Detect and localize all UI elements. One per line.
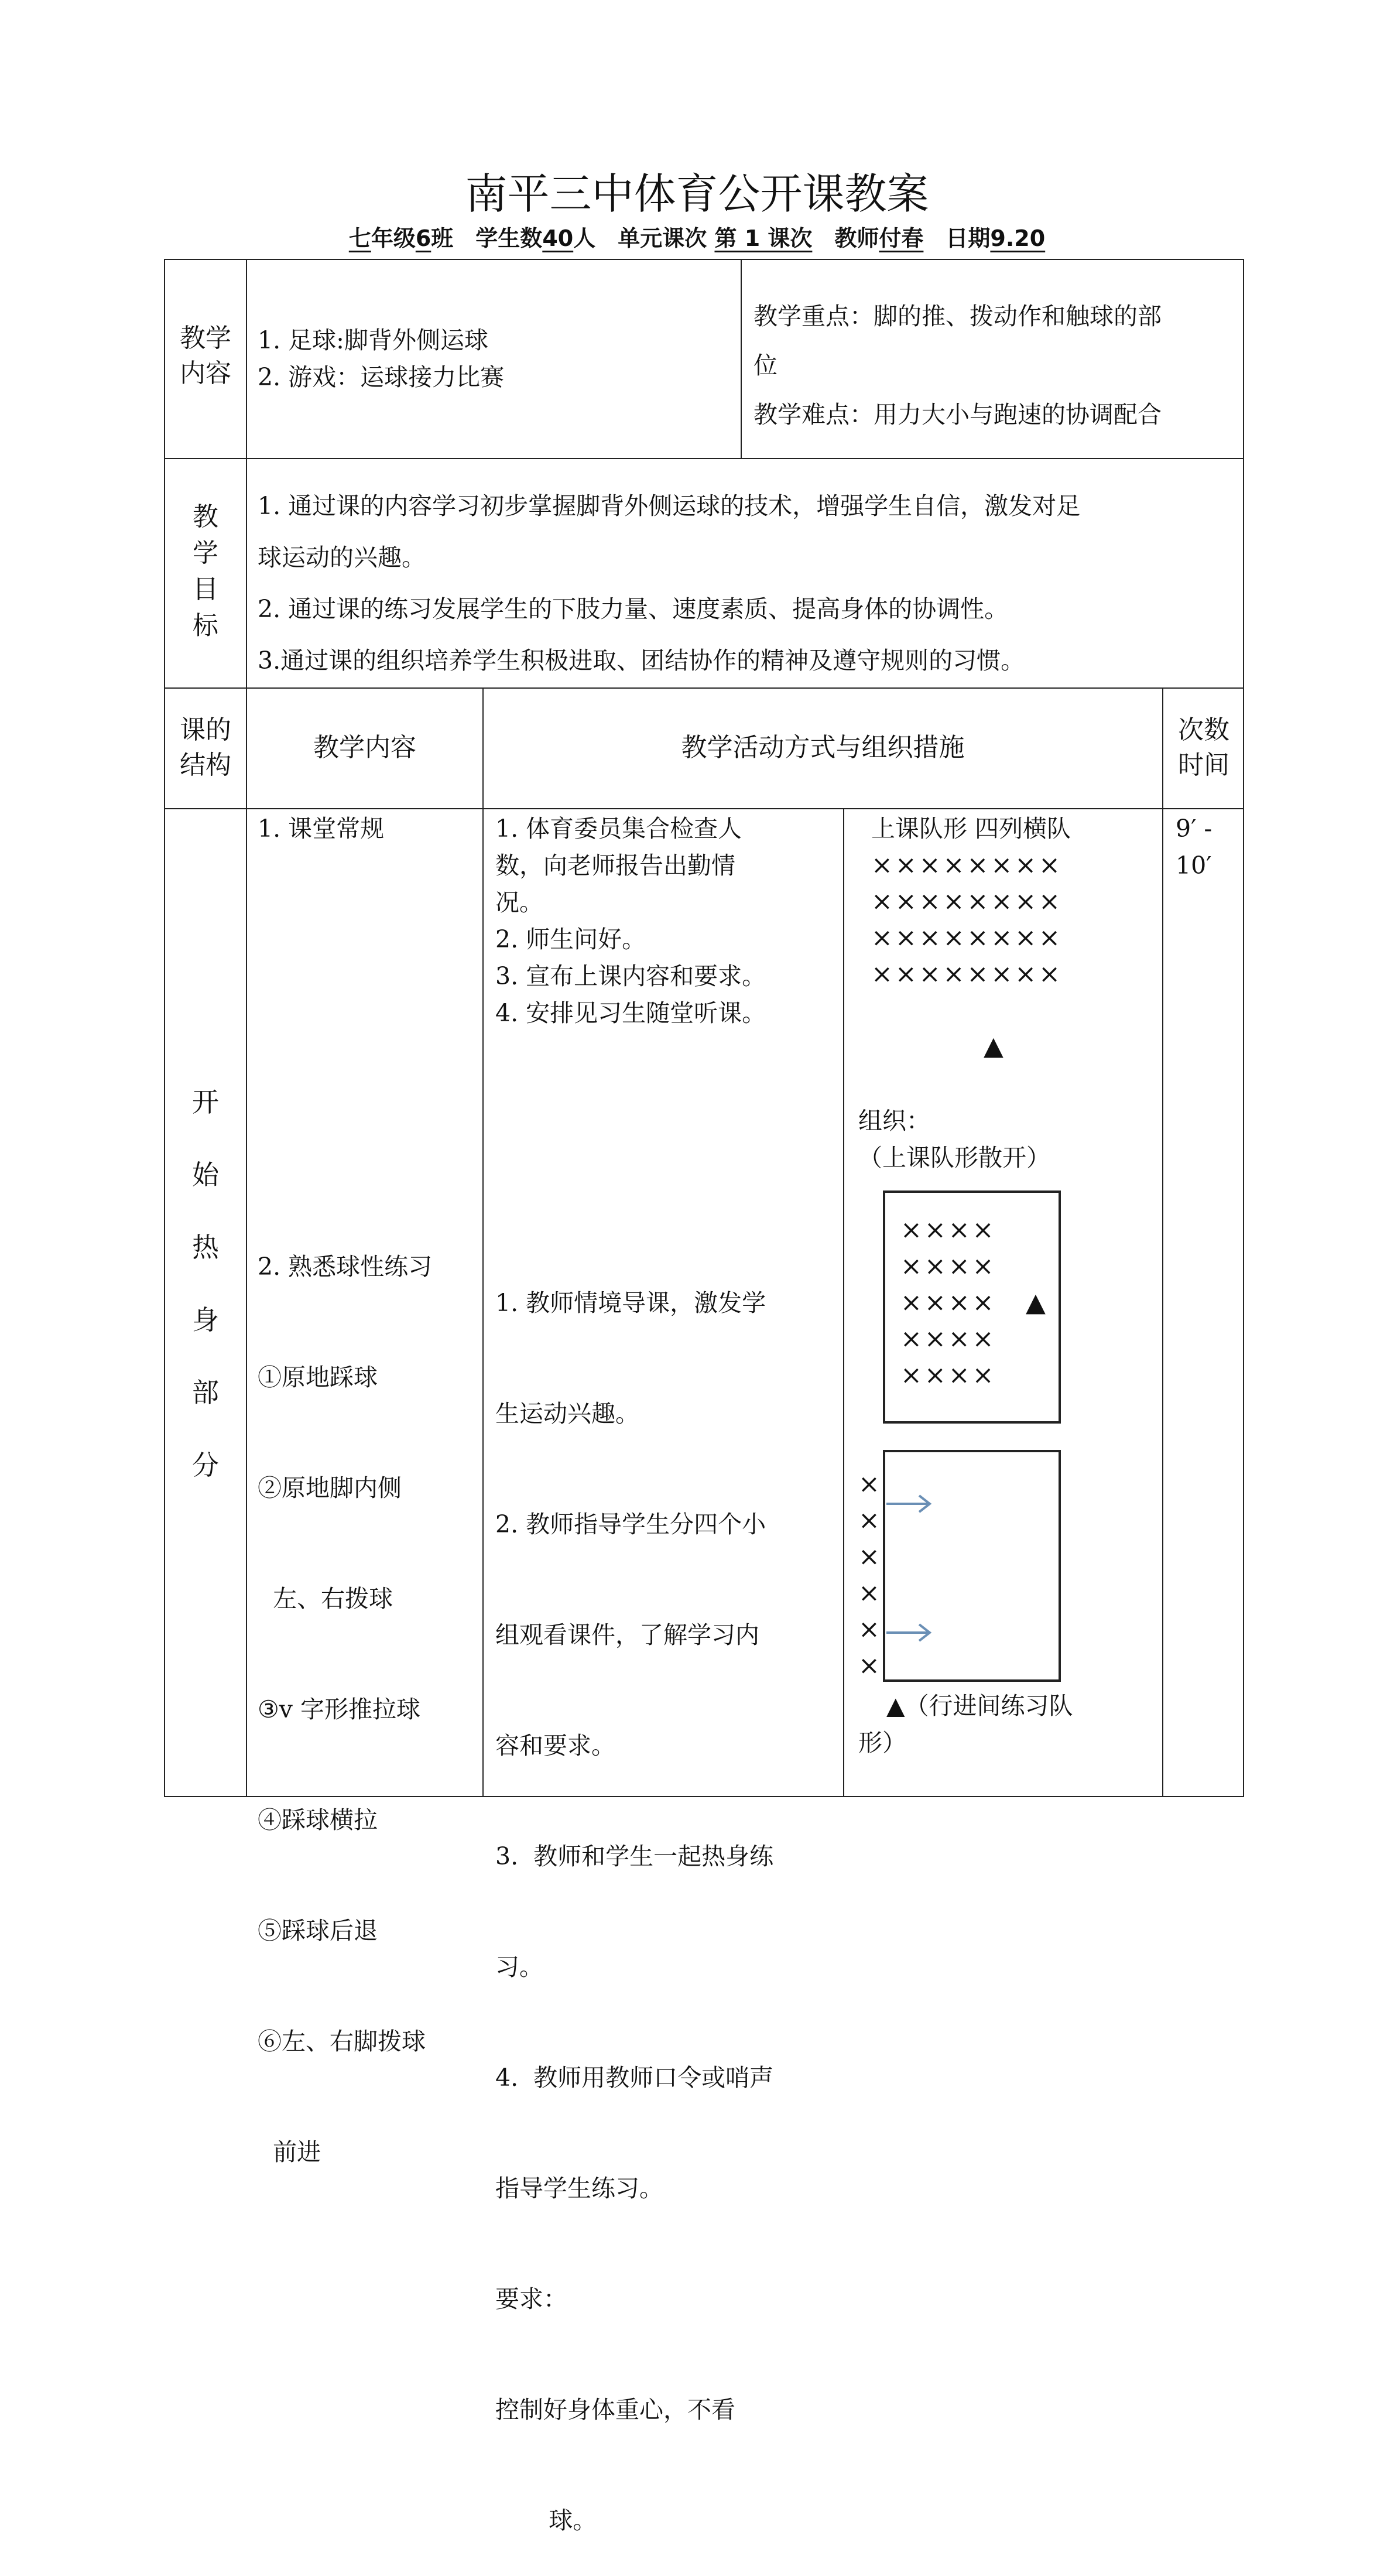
list-item: 2. 师生问好。 bbox=[495, 925, 646, 953]
list-item: 1. 课堂常规 bbox=[258, 815, 385, 843]
list-item: 4. 教师用教师口令或哨声 bbox=[495, 2064, 774, 2092]
formation-mark: × bbox=[858, 1542, 882, 1572]
header-structure: 课的 结构 bbox=[180, 715, 231, 780]
list-item: 容和要求。 bbox=[495, 1732, 615, 1760]
goal-line: 2. 通过课的练习发展学生的下肢力量、速度素质、提高身体的协调性。 bbox=[258, 595, 1009, 623]
row-divider bbox=[164, 808, 1244, 809]
teacher-value: 付春 bbox=[879, 225, 924, 251]
formation-row: ×××× bbox=[900, 1251, 996, 1281]
col-divider bbox=[482, 687, 484, 1797]
formation-row: ×××× bbox=[900, 1215, 996, 1245]
formation-row: ×××××××× bbox=[871, 959, 1063, 989]
students-label: 学生数 bbox=[475, 225, 543, 251]
list-item: 控制好身体重心，不看 bbox=[495, 2396, 735, 2424]
header-time: 次数 时间 bbox=[1178, 715, 1229, 780]
unit-label: 单元课次 bbox=[618, 225, 707, 251]
four-row-formation bbox=[871, 847, 1063, 993]
key-points: 教学重点：脚的推、拨动作和触球的部 位 教学难点：用力大小与跑速的协调配合 bbox=[753, 292, 1239, 439]
formation-mark: × bbox=[858, 1614, 882, 1644]
march-arrows bbox=[885, 1487, 955, 1651]
arrow-right-icon bbox=[886, 1496, 930, 1512]
list-item: 2. 熟悉球性练习 bbox=[258, 1253, 433, 1281]
formation-mark: × bbox=[858, 1469, 882, 1499]
list-item: 3. 教师和学生一起热身练 bbox=[495, 1842, 774, 1870]
list-item: ①原地踩球 bbox=[258, 1363, 378, 1391]
scatter-note: （上课队形散开） bbox=[858, 1144, 1050, 1172]
list-item: ③v 字形推拉球 bbox=[258, 1695, 420, 1723]
date-label: 日期 bbox=[946, 225, 991, 251]
class-value: 6 bbox=[415, 225, 431, 251]
class-label: 班 bbox=[431, 225, 454, 251]
col-divider bbox=[843, 808, 844, 1797]
warmup-activities-bottom bbox=[495, 1211, 841, 2576]
list-item: 球。 bbox=[495, 2506, 597, 2534]
warmup-activities-top bbox=[495, 810, 841, 1032]
teacher-label: 教师 bbox=[834, 225, 879, 251]
list-item: 左、右拨球 bbox=[258, 1585, 393, 1613]
goals-list bbox=[258, 480, 1241, 686]
arrow-right-icon bbox=[886, 1624, 930, 1641]
key-point: 教学重点：脚的推、拨动作和触球的部 bbox=[753, 302, 1162, 330]
students-unit: 人 bbox=[573, 225, 596, 251]
grade-label: 年级 bbox=[371, 225, 416, 251]
warmup-content-bottom bbox=[258, 1175, 480, 2208]
list-item: 指导学生练习。 bbox=[495, 2174, 663, 2202]
march-column bbox=[858, 1466, 882, 1684]
list-item: 数，向老师报告出勤情 bbox=[495, 851, 735, 880]
goals-label: 教 学 目 标 bbox=[193, 502, 218, 641]
content-items bbox=[258, 322, 726, 396]
formation-row: ×××××××× bbox=[871, 923, 1063, 953]
formation-row: ×××××××× bbox=[871, 850, 1063, 880]
list-item: 况。 bbox=[495, 888, 543, 916]
teacher-marker: ▲ bbox=[1026, 1288, 1046, 1318]
formation-mark: × bbox=[858, 1651, 882, 1681]
list-item: 生运动兴趣。 bbox=[495, 1400, 639, 1428]
warmup-structure-label: 开 始 热 身 部 分 bbox=[192, 1086, 219, 1481]
warmup-content-top bbox=[258, 810, 480, 847]
march-caption: ▲（行进间练习队 形） bbox=[858, 1692, 1073, 1757]
list-item: 前进 bbox=[258, 2138, 321, 2166]
warmup-time: 9′ - 10′ bbox=[1176, 815, 1213, 880]
scatter-formation bbox=[900, 1212, 996, 1394]
list-item: 组观看课件，了解学习内 bbox=[495, 1621, 759, 1649]
col-divider bbox=[246, 259, 247, 1797]
date-value: 9.20 bbox=[990, 225, 1046, 251]
row-divider bbox=[164, 687, 1244, 689]
teacher-marker: ▲ bbox=[984, 1031, 1003, 1061]
grade-value: 七 bbox=[348, 225, 371, 251]
lesson-info-line bbox=[0, 224, 1394, 253]
goal-line: 1. 通过课的内容学习初步掌握脚背外侧运球的技术，增强学生自信，激发对足 bbox=[258, 492, 1081, 520]
list-item: 4. 安排见习生随堂听课。 bbox=[495, 999, 766, 1027]
row-divider bbox=[164, 458, 1244, 459]
goal-line: 球运动的兴趣。 bbox=[258, 543, 426, 572]
formation-row: ×××× bbox=[900, 1324, 996, 1354]
list-item: ⑥左、右脚拨球 bbox=[258, 2027, 426, 2055]
list-item: 3. 宣布上课内容和要求。 bbox=[495, 962, 766, 990]
content-item: 2. 游戏：运球接力比赛 bbox=[258, 363, 505, 391]
page-title: 南平三中体育公开课教案 bbox=[465, 169, 929, 218]
list-item: 要求： bbox=[495, 2285, 567, 2313]
formation-row: ×××× bbox=[900, 1288, 996, 1318]
difficulty: 教学难点：用力大小与跑速的协调配合 bbox=[753, 401, 1162, 429]
header-activities: 教学活动方式与组织措施 bbox=[681, 733, 965, 762]
list-item: ⑤踩球后退 bbox=[258, 1917, 378, 1945]
content-label: 教学 内容 bbox=[180, 323, 231, 388]
content-item: 1. 足球:脚背外侧运球 bbox=[258, 326, 488, 354]
list-item: ④踩球横拉 bbox=[258, 1806, 378, 1834]
list-item: 习。 bbox=[495, 1953, 543, 1981]
unit-value: 第 1 课次 bbox=[714, 225, 813, 251]
list-item: 1. 体育委员集合检查人 bbox=[495, 815, 742, 843]
formation-mark: × bbox=[858, 1578, 882, 1608]
formation-row: ×××× bbox=[900, 1360, 996, 1390]
formation-row: ×××××××× bbox=[871, 887, 1063, 916]
formation-mark: × bbox=[858, 1506, 882, 1535]
col-divider bbox=[741, 259, 742, 458]
list-item: 2. 教师指导学生分四个小 bbox=[495, 1510, 766, 1538]
list-item: ②原地脚内侧 bbox=[258, 1474, 402, 1502]
students-value: 40 bbox=[542, 225, 574, 251]
formation-title: 上课队形 四列横队 bbox=[871, 815, 1071, 843]
header-content: 教学内容 bbox=[313, 733, 416, 762]
col-divider bbox=[1162, 687, 1163, 1797]
organization-label: 组织： bbox=[858, 1107, 930, 1135]
goal-line: 3.通过课的组织培养学生积极进取、团结协作的精神及遵守规则的习惯。 bbox=[258, 646, 1025, 675]
list-item: 1. 教师情境导课，激发学 bbox=[495, 1289, 766, 1317]
